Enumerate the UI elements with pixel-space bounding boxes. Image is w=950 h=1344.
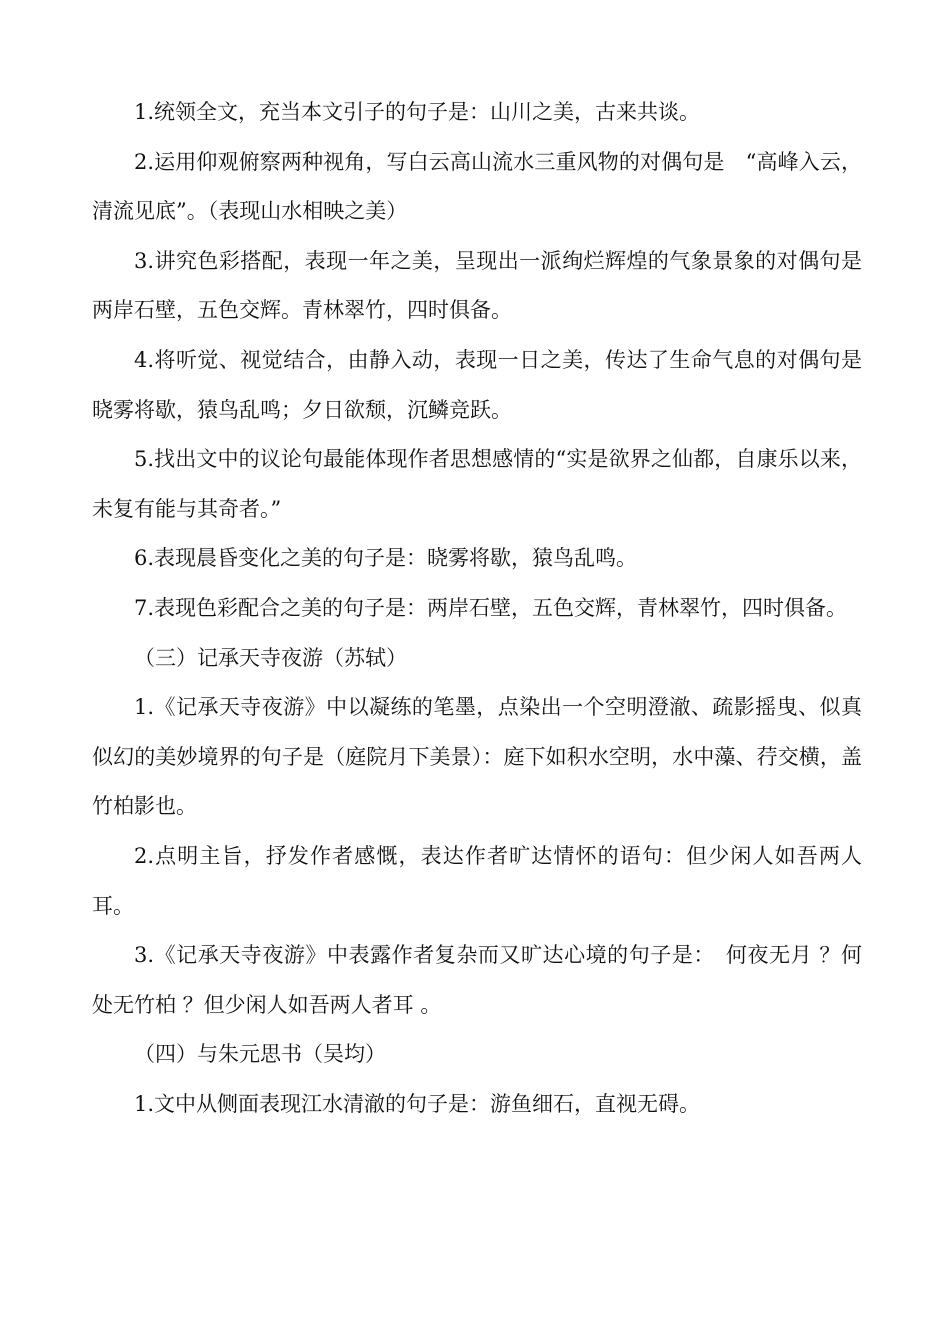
document-body xyxy=(92,88,862,1129)
paragraph-10: 3.《记承天寺夜游》中表露作者复杂而又旷达心境的句子是： 何夜无月 ？何处无竹柏 ？但少闲人如吾两人者耳 。 xyxy=(92,943,862,1017)
paragraph-7: 7.表现色彩配合之美的句子是：两岸石壁，五色交辉，青林翠竹，四时俱备。 xyxy=(134,595,848,620)
paragraph-5: 5.找出文中的议论句最能体现作者思想感情的“实是欲界之仙都，自康乐以来，未复有能与其奇者。” xyxy=(92,447,862,521)
section-heading-4: （四）与朱元思书（吴均） xyxy=(134,1042,386,1067)
paragraph-2: 2.运用仰观俯察两种视角，写白云高山流水三重风物的对偶句是 “高峰入云，清流见底”。（表现山水相映之美） xyxy=(92,149,862,224)
paragraph-6: 6.表现晨昏变化之美的句子是：晓雾将歇，猿鸟乱鸣。 xyxy=(134,546,638,571)
paragraph-9: 2.点明主旨，抒发作者感慨，表达作者旷达情怀的语句：但少闲人如吾两人耳。 xyxy=(92,843,862,918)
paragraph-3: 3.讲究色彩搭配，表现一年之美，呈现出一派绚烂辉煌的气象景象的对偶句是两岸石壁，五色交辉。青林翠竹，四时俱备。 xyxy=(92,248,862,323)
paragraph-4: 4.将听觉、视觉结合，由静入动，表现一日之美，传达了生命气息的对偶句是晓雾将歇，猿鸟乱鸣；夕日欲颓，沉鳞竞跃。 xyxy=(92,347,862,422)
paragraph-1: 1.统领全文，充当本文引子的句子是：山川之美，古来共谈。 xyxy=(134,100,701,124)
section-heading-3: （三）记承天寺夜游（苏轼） xyxy=(134,645,407,670)
paragraph-11: 1.文中从侧面表现江水清澈的句子是：游鱼细石，直视无碍。 xyxy=(134,1091,701,1116)
paragraph-8: 1.《记承天寺夜游》中以凝练的笔墨，点染出一个空明澄澈、疏影摇曳、似真似幻的美妙境界的句子是（庭院月下美景）：庭下如积水空明，水中藻、荇交横，盖竹柏影也。 xyxy=(92,695,862,819)
